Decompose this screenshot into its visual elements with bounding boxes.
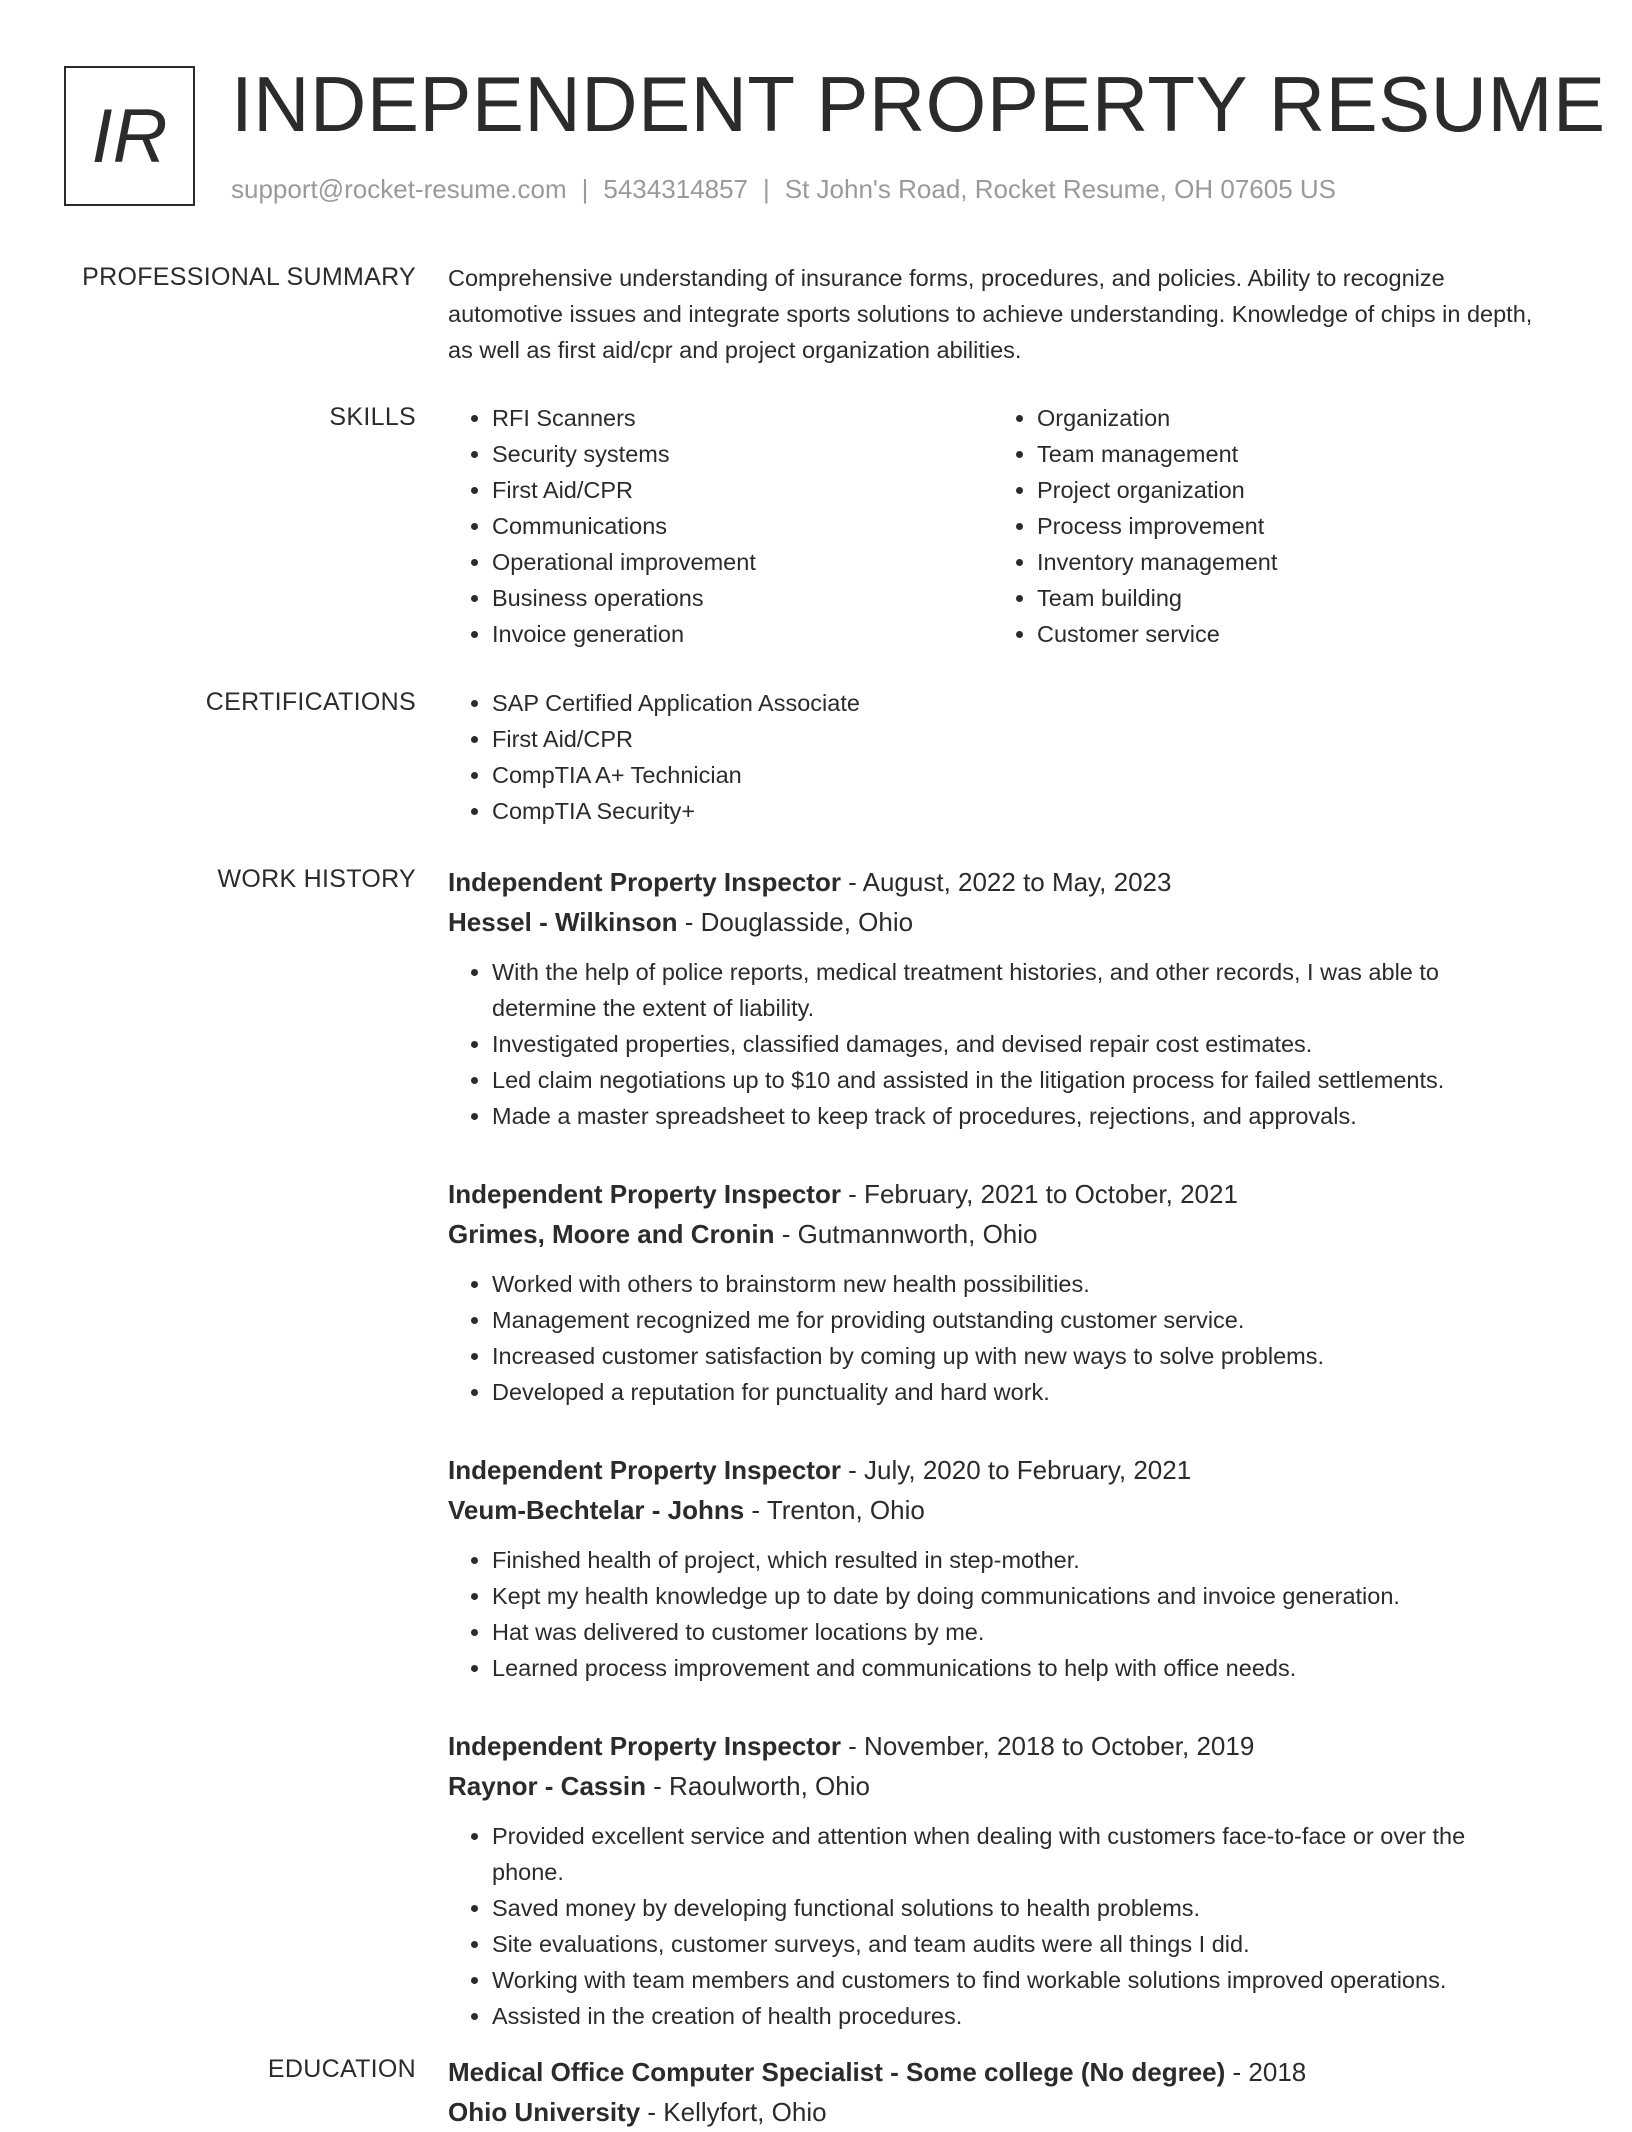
education-label: EDUCATION: [267, 2055, 416, 2083]
skills-list-right: [993, 400, 1538, 652]
job-bullet: • Worked with others to brainstorm new health possibilities.: [492, 1266, 1538, 1302]
job-title-line: [448, 862, 1538, 902]
education-degree: Medical Office Computer Specialist - Some college (No degree): [448, 2057, 1226, 2087]
job-bullet: • Kept my health knowledge up to date by doing communications and invoice generation.: [492, 1578, 1538, 1614]
skill-item: • RFI Scanners: [492, 400, 993, 436]
job-company-line: [448, 902, 1538, 942]
education-location: - Kellyfort, Ohio: [640, 2097, 827, 2127]
job-bullets: [448, 954, 1538, 1134]
skill-item: • Invoice generation: [492, 616, 993, 652]
job-bullet: • Increased customer satisfaction by coming up with new ways to solve problems.: [492, 1338, 1538, 1374]
certification-item: • CompTIA Security+: [492, 793, 1538, 829]
summary-label: PROFESSIONAL SUMMARY: [82, 263, 416, 291]
job-dates: - July, 2020 to February, 2021: [840, 1455, 1192, 1485]
job-bullet: • With the help of police reports, medical treatment histories, and other records, I was able to determine the extent of liability.: [492, 954, 1538, 1026]
job-title-line: [448, 1450, 1538, 1490]
job-bullet: • Finished health of project, which resulted in step-mother.: [492, 1542, 1538, 1578]
certifications-list: [448, 685, 1538, 829]
certification-item: • CompTIA A+ Technician: [492, 757, 1538, 793]
skill-item: • Customer service: [1037, 616, 1538, 652]
resume-title: INDEPENDENT PROPERTY RESUME: [231, 60, 1606, 148]
job-bullet: • Hat was delivered to customer locations by me.: [492, 1614, 1538, 1650]
skill-item: • Team management: [1037, 436, 1538, 472]
job-title-line: [448, 1726, 1538, 1766]
work-history-list: [448, 862, 1538, 2074]
job-company: Hessel - Wilkinson: [448, 907, 678, 937]
skills-columns: [448, 400, 1538, 652]
job-dates: - August, 2022 to May, 2023: [840, 867, 1172, 897]
skill-item: • Project organization: [1037, 472, 1538, 508]
job-bullet: • Working with team members and customers to find workable solutions improved operations.: [492, 1962, 1538, 1998]
job-bullet: • Developed a reputation for punctuality and hard work.: [492, 1374, 1538, 1410]
summary-text: Comprehensive understanding of insurance forms, procedures, and policies. Ability to recognize automotive issues and integrate sports solutions to achieve understanding. Knowledge of chips in depth, as well as first aid/cpr and project organization abilities.: [448, 265, 1533, 363]
skill-item: • Inventory management: [1037, 544, 1538, 580]
job-company-line: [448, 1214, 1538, 1254]
contact-email: support@rocket-resume.com: [231, 174, 567, 204]
monogram-badge: IR: [64, 66, 195, 206]
skill-item: • Operational improvement: [492, 544, 993, 580]
job-bullet: • Site evaluations, customer surveys, and team audits were all things I did.: [492, 1926, 1538, 1962]
job-title: Independent Property Inspector: [448, 1731, 841, 1761]
job-bullet: • Provided excellent service and attention when dealing with customers face-to-face or over the phone.: [492, 1818, 1538, 1890]
job-bullet: • Investigated properties, classified damages, and devised repair cost estimates.: [492, 1026, 1538, 1062]
skill-item: • Communications: [492, 508, 993, 544]
work-history-label: WORK HISTORY: [217, 865, 416, 893]
job-bullets: [448, 1818, 1538, 2034]
job-bullet: • Management recognized me for providing outstanding customer service.: [492, 1302, 1538, 1338]
job-bullet: • Made a master spreadsheet to keep track of procedures, rejections, and approvals.: [492, 1098, 1538, 1134]
contact-address: St John's Road, Rocket Resume, OH 07605 US: [784, 174, 1336, 204]
job-title: Independent Property Inspector: [448, 1179, 841, 1209]
job-bullet: • Led claim negotiations up to $10 and assisted in the litigation process for failed settlements.: [492, 1062, 1538, 1098]
certification-item: • SAP Certified Application Associate: [492, 685, 1538, 721]
education-school-line: [448, 2092, 1538, 2132]
job-entry: [448, 862, 1538, 1134]
job-company-line: [448, 1766, 1538, 1806]
job-company: Raynor - Cassin: [448, 1771, 646, 1801]
job-bullets: [448, 1542, 1538, 1686]
job-bullet: • Learned process improvement and communications to help with office needs.: [492, 1650, 1538, 1686]
job-bullets: [448, 1266, 1538, 1410]
education-degree-line: [448, 2052, 1538, 2092]
job-entry: [448, 1450, 1538, 1686]
contact-separator: |: [581, 174, 589, 204]
skill-item: • Security systems: [492, 436, 993, 472]
job-location: - Gutmannworth, Ohio: [774, 1219, 1038, 1249]
job-location: - Douglasside, Ohio: [677, 907, 914, 937]
job-title: Independent Property Inspector: [448, 1455, 841, 1485]
skill-item: • Team building: [1037, 580, 1538, 616]
education-school: Ohio University: [448, 2097, 641, 2127]
job-company: Veum-Bechtelar - Johns: [448, 1495, 745, 1525]
job-bullet: • Saved money by developing functional solutions to health problems.: [492, 1890, 1538, 1926]
contact-separator: |: [763, 174, 770, 204]
job-bullet: • Assisted in the creation of health procedures.: [492, 1998, 1538, 2034]
job-title: Independent Property Inspector: [448, 867, 841, 897]
certifications-label: CERTIFICATIONS: [205, 688, 416, 716]
certification-item: • First Aid/CPR: [492, 721, 1538, 757]
job-location: - Trenton, Ohio: [744, 1495, 925, 1525]
contact-line: [231, 174, 1336, 205]
skill-item: • Process improvement: [1037, 508, 1538, 544]
job-location: - Raoulworth, Ohio: [645, 1771, 870, 1801]
job-dates: - February, 2021 to October, 2021: [840, 1179, 1238, 1209]
job-dates: - November, 2018 to October, 2019: [840, 1731, 1255, 1761]
job-entry: [448, 1174, 1538, 1410]
job-company-line: [448, 1490, 1538, 1530]
skills-list-left: [448, 400, 993, 652]
job-title-line: [448, 1174, 1538, 1214]
skill-item: • Organization: [1037, 400, 1538, 436]
job-entry: [448, 1726, 1538, 2034]
job-company: Grimes, Moore and Cronin: [448, 1219, 775, 1249]
skill-item: • Business operations: [492, 580, 993, 616]
contact-phone: 5434314857: [603, 174, 748, 204]
skills-label: SKILLS: [329, 403, 416, 431]
education-year: - 2018: [1225, 2057, 1307, 2087]
skill-item: • First Aid/CPR: [492, 472, 993, 508]
